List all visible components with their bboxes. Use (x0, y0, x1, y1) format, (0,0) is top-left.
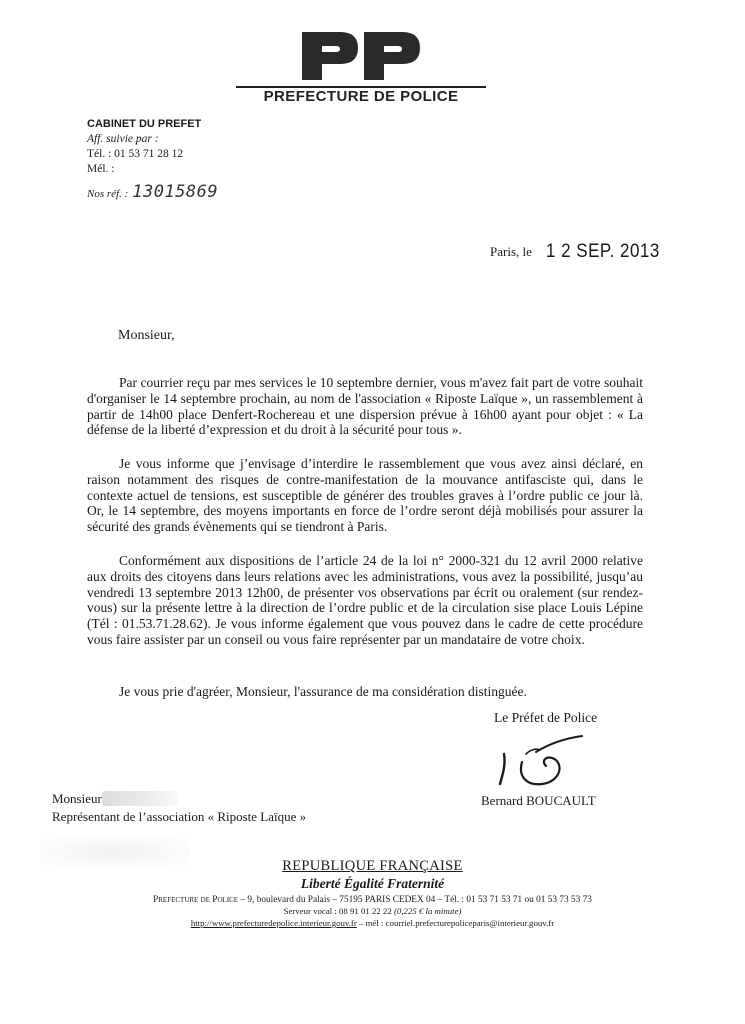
footer-address (60, 895, 685, 905)
website-link[interactable]: http://www.prefecturedepolice.interieur.gouv.fr (190, 918, 357, 928)
sender-block (87, 117, 201, 177)
date-stamp: 1 2 SEP. 2013 (545, 239, 660, 262)
recipient-role: Représentant de l’association « Riposte Laïque » (52, 809, 307, 824)
date-place: Paris, le (490, 244, 532, 259)
paragraph-text: Conformément aux dispositions de l’article 24 de la loi n° 2000-321 du 12 avril 2000 relative aux droits des citoyens dans leurs relations avec les administrations, vous avez la possibilité, jusqu’au vendredi 13 septembre 2013 12h00, de présenter vos observations par écrit ou oralement (sur rendez-vous) sur la présente lettre à la direction de l’ordre public et de la circulation sise place Louis Lépine (Tél : 01.53.71.28.62). Je vous informe également que vous pouvez dans le cadre de cette procédure vous faire assister par un conseil ou vous faire représenter par un mandataire de votre choix. (87, 553, 643, 647)
paragraph-1 (87, 375, 643, 438)
signatory-title: Le Préfet de Police (494, 710, 598, 725)
paragraph-2 (87, 456, 643, 535)
pp-logo-icon (298, 22, 424, 82)
footer-voice-line (60, 906, 685, 916)
footer-address-name: Prefecture de Police (153, 895, 239, 905)
salutation: Monsieur, (118, 328, 175, 343)
footer-web-line (60, 918, 685, 928)
sender-phone: Tél. : 01 53 71 28 12 (87, 148, 184, 160)
sender-mail: Mél. : (87, 163, 115, 175)
recipient-title: Monsieur (52, 791, 102, 806)
followed-by: Aff. suivie par : (87, 133, 159, 145)
voice-price: (0,225 € la minute) (394, 906, 462, 916)
paragraph-3 (87, 553, 643, 648)
reference-row (87, 182, 218, 202)
letter-footer (60, 858, 685, 928)
footer-address-text: – 9, boulevard du Palais – 75195 PARIS CEDEX 04 – Tél. : 01 53 71 53 71 ou 01 53 73 53 73 (238, 895, 592, 905)
republic-motto: Liberté Égalité Fraternité (300, 876, 445, 891)
signatory-name: Bernard BOUCAULT (481, 793, 596, 808)
recipient-block (52, 790, 306, 826)
handwritten-signature-icon (496, 732, 586, 792)
redacted-name (102, 791, 178, 806)
email-link[interactable]: courriel.prefecturepoliceparis@interieur.gouv.fr (385, 918, 555, 928)
ref-value: 13015869 (132, 182, 219, 202)
republic-name: REPUBLIQUE FRANÇAISE (282, 858, 463, 874)
date-line (490, 241, 660, 261)
ref-label: Nos réf. : (87, 188, 129, 200)
logo-text: PREFECTURE DE POLICE (263, 88, 459, 105)
email-label: – mél : (356, 918, 386, 928)
voice-server: Serveur vocal : 08 91 01 22 22 (283, 906, 392, 916)
paragraph-text: Je vous informe que j’envisage d’interdire le rassemblement que vous avez ainsi déclaré, en raison notamment des risques de contre-manifestation de la mouvance antifasciste qui, dans le contexte actuel de tensions, est susceptible de générer des troubles graves à l’ordre public ce jour là. Or, le 14 septembre, des moyens importants en force de l’ordre seront déjà mobilisés pour assurer la sécurité des grands évènements qui se tiendront à Paris. (87, 456, 643, 535)
paragraph-text: Par courrier reçu par mes services le 10 septembre dernier, vous m'avez fait part de votre souhait d'organiser le 14 septembre prochain, au nom de l'association « Riposte Laïque », un rassemblement à partir de 14h00 place Denfert-Rochereau et une dispersion prévue à 16h00 ayant pour objet : « La défense de la liberté d’expression et du droit à la sécurité pour tous ». (87, 375, 643, 438)
prefecture-logo (236, 22, 486, 104)
office-name: CABINET DU PREFET (87, 118, 202, 130)
closing-formula: Je vous prie d'agréer, Monsieur, l'assurance de ma considération distinguée. (119, 684, 527, 699)
